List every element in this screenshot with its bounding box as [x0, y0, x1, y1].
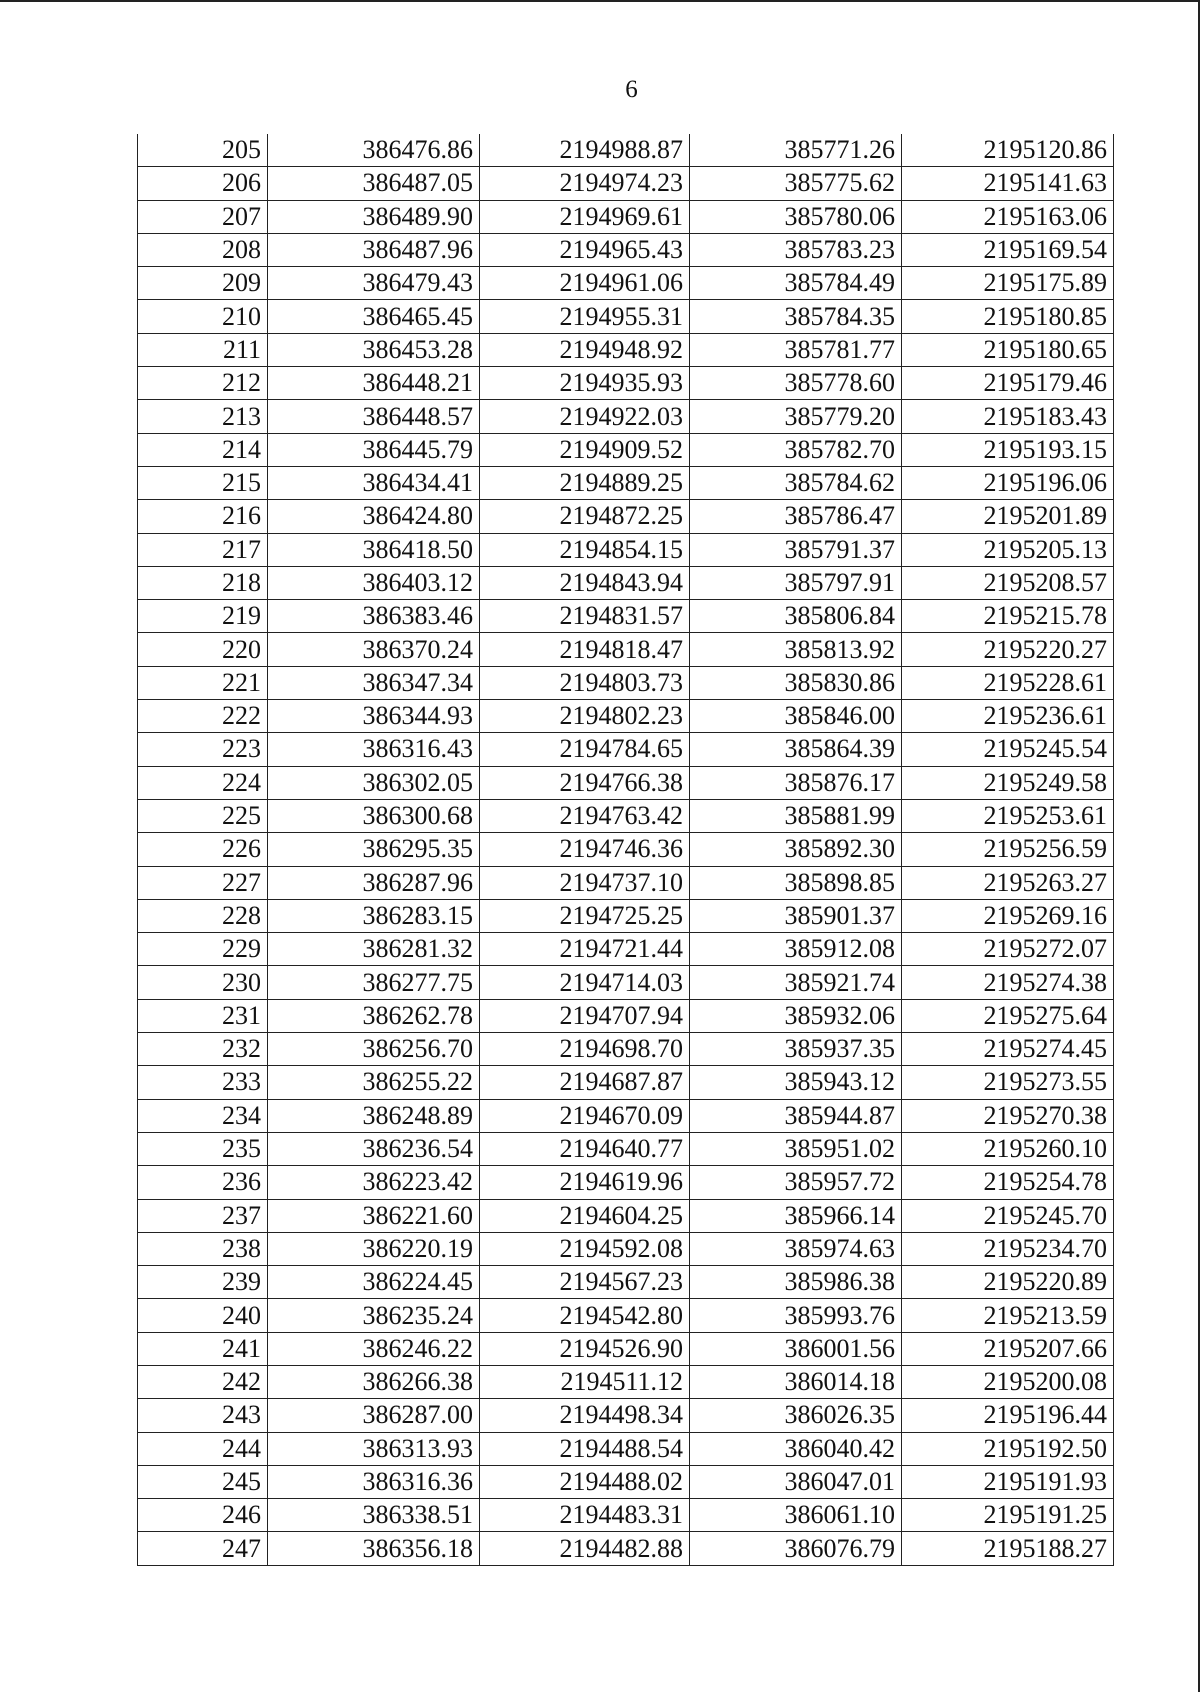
x1-cell: 386476.86 — [268, 134, 480, 167]
table-row — [138, 1199, 1114, 1232]
y2-cell: 2195274.45 — [902, 1033, 1114, 1066]
y2-cell: 2195179.46 — [902, 367, 1114, 400]
coordinates-table — [137, 134, 1114, 1566]
x1-cell: 386283.15 — [268, 899, 480, 932]
y1-cell: 2194961.06 — [480, 267, 690, 300]
x1-cell: 386248.89 — [268, 1099, 480, 1132]
y1-cell: 2194498.34 — [480, 1399, 690, 1432]
table-row — [138, 899, 1114, 932]
x1-cell: 386448.21 — [268, 367, 480, 400]
coordinates-table-body — [138, 134, 1114, 1565]
y1-cell: 2194604.25 — [480, 1199, 690, 1232]
table-row — [138, 1266, 1114, 1299]
point-number-cell: 219 — [138, 600, 268, 633]
x2-cell: 385781.77 — [690, 333, 902, 366]
table-row — [138, 1232, 1114, 1265]
table-row — [138, 1365, 1114, 1398]
x2-cell: 385892.30 — [690, 833, 902, 866]
y2-cell: 2195275.64 — [902, 999, 1114, 1032]
point-number-cell: 217 — [138, 533, 268, 566]
table-row — [138, 533, 1114, 566]
table-row — [138, 1465, 1114, 1498]
point-number-cell: 234 — [138, 1099, 268, 1132]
y2-cell: 2195245.54 — [902, 733, 1114, 766]
y2-cell: 2195269.16 — [902, 899, 1114, 932]
y1-cell: 2194737.10 — [480, 866, 690, 899]
x2-cell: 385782.70 — [690, 433, 902, 466]
point-number-cell: 223 — [138, 733, 268, 766]
x1-cell: 386383.46 — [268, 600, 480, 633]
x2-cell: 385986.38 — [690, 1266, 902, 1299]
x2-cell: 386061.10 — [690, 1499, 902, 1532]
table-row — [138, 233, 1114, 266]
table-row — [138, 466, 1114, 499]
x2-cell: 385957.72 — [690, 1166, 902, 1199]
table-row — [138, 866, 1114, 899]
x2-cell: 385778.60 — [690, 367, 902, 400]
x1-cell: 386220.19 — [268, 1232, 480, 1265]
y1-cell: 2194707.94 — [480, 999, 690, 1032]
y2-cell: 2195228.61 — [902, 666, 1114, 699]
y1-cell: 2194818.47 — [480, 633, 690, 666]
y2-cell: 2195191.25 — [902, 1499, 1114, 1532]
x2-cell: 386040.42 — [690, 1432, 902, 1465]
point-number-cell: 244 — [138, 1432, 268, 1465]
point-number-cell: 235 — [138, 1132, 268, 1165]
y1-cell: 2194763.42 — [480, 799, 690, 832]
point-number-cell: 209 — [138, 267, 268, 300]
point-number-cell: 228 — [138, 899, 268, 932]
y1-cell: 2194988.87 — [480, 134, 690, 167]
x2-cell: 385784.35 — [690, 300, 902, 333]
y2-cell: 2195183.43 — [902, 400, 1114, 433]
x2-cell: 385944.87 — [690, 1099, 902, 1132]
y1-cell: 2194714.03 — [480, 966, 690, 999]
y2-cell: 2195220.89 — [902, 1266, 1114, 1299]
x1-cell: 386370.24 — [268, 633, 480, 666]
table-row — [138, 700, 1114, 733]
table-row — [138, 1033, 1114, 1066]
y2-cell: 2195260.10 — [902, 1132, 1114, 1165]
x2-cell: 385791.37 — [690, 533, 902, 566]
page-number: 6 — [625, 76, 638, 103]
y1-cell: 2194567.23 — [480, 1266, 690, 1299]
table-row — [138, 200, 1114, 233]
x2-cell: 385783.23 — [690, 233, 902, 266]
point-number-cell: 222 — [138, 700, 268, 733]
y2-cell: 2195234.70 — [902, 1232, 1114, 1265]
y1-cell: 2194909.52 — [480, 433, 690, 466]
table-row — [138, 766, 1114, 799]
x1-cell: 386302.05 — [268, 766, 480, 799]
y2-cell: 2195254.78 — [902, 1166, 1114, 1199]
y1-cell: 2194854.15 — [480, 533, 690, 566]
point-number-cell: 220 — [138, 633, 268, 666]
table-row — [138, 799, 1114, 832]
table-row — [138, 1399, 1114, 1432]
table-row — [138, 633, 1114, 666]
y1-cell: 2194803.73 — [480, 666, 690, 699]
x2-cell: 386026.35 — [690, 1399, 902, 1432]
point-number-cell: 243 — [138, 1399, 268, 1432]
x1-cell: 386403.12 — [268, 566, 480, 599]
y2-cell: 2195236.61 — [902, 700, 1114, 733]
x2-cell: 385921.74 — [690, 966, 902, 999]
y1-cell: 2194511.12 — [480, 1365, 690, 1398]
y1-cell: 2194802.23 — [480, 700, 690, 733]
table-row — [138, 300, 1114, 333]
x2-cell: 385966.14 — [690, 1199, 902, 1232]
y2-cell: 2195213.59 — [902, 1299, 1114, 1332]
table-row — [138, 134, 1114, 167]
x1-cell: 386256.70 — [268, 1033, 480, 1066]
y2-cell: 2195245.70 — [902, 1199, 1114, 1232]
y2-cell: 2195169.54 — [902, 233, 1114, 266]
table-row — [138, 1066, 1114, 1099]
point-number-cell: 241 — [138, 1332, 268, 1365]
x2-cell: 385881.99 — [690, 799, 902, 832]
x2-cell: 386076.79 — [690, 1532, 902, 1565]
y2-cell: 2195188.27 — [902, 1532, 1114, 1565]
y1-cell: 2194872.25 — [480, 500, 690, 533]
x2-cell: 385901.37 — [690, 899, 902, 932]
x2-cell: 385876.17 — [690, 766, 902, 799]
x1-cell: 386489.90 — [268, 200, 480, 233]
y1-cell: 2194640.77 — [480, 1132, 690, 1165]
x2-cell: 385779.20 — [690, 400, 902, 433]
x1-cell: 386347.34 — [268, 666, 480, 699]
x1-cell: 386465.45 — [268, 300, 480, 333]
y2-cell: 2195205.13 — [902, 533, 1114, 566]
x1-cell: 386287.00 — [268, 1399, 480, 1432]
table-row — [138, 600, 1114, 633]
point-number-cell: 221 — [138, 666, 268, 699]
point-number-cell: 236 — [138, 1166, 268, 1199]
point-number-cell: 225 — [138, 799, 268, 832]
y1-cell: 2194948.92 — [480, 333, 690, 366]
x2-cell: 385951.02 — [690, 1132, 902, 1165]
x1-cell: 386262.78 — [268, 999, 480, 1032]
y1-cell: 2194969.61 — [480, 200, 690, 233]
y2-cell: 2195270.38 — [902, 1099, 1114, 1132]
x2-cell: 385943.12 — [690, 1066, 902, 1099]
table-row — [138, 1299, 1114, 1332]
point-number-cell: 208 — [138, 233, 268, 266]
y1-cell: 2194766.38 — [480, 766, 690, 799]
x1-cell: 386266.38 — [268, 1365, 480, 1398]
point-number-cell: 233 — [138, 1066, 268, 1099]
table-row — [138, 666, 1114, 699]
y1-cell: 2194965.43 — [480, 233, 690, 266]
table-row — [138, 1132, 1114, 1165]
x1-cell: 386448.57 — [268, 400, 480, 433]
x1-cell: 386424.80 — [268, 500, 480, 533]
x1-cell: 386453.28 — [268, 333, 480, 366]
x1-cell: 386277.75 — [268, 966, 480, 999]
table-row — [138, 1332, 1114, 1365]
x2-cell: 386014.18 — [690, 1365, 902, 1398]
y2-cell: 2195273.55 — [902, 1066, 1114, 1099]
y2-cell: 2195196.06 — [902, 466, 1114, 499]
x2-cell: 386001.56 — [690, 1332, 902, 1365]
point-number-cell: 247 — [138, 1532, 268, 1565]
y2-cell: 2195141.63 — [902, 167, 1114, 200]
x1-cell: 386221.60 — [268, 1199, 480, 1232]
x2-cell: 385813.92 — [690, 633, 902, 666]
x1-cell: 386281.32 — [268, 933, 480, 966]
x2-cell: 385846.00 — [690, 700, 902, 733]
point-number-cell: 246 — [138, 1499, 268, 1532]
y2-cell: 2195220.27 — [902, 633, 1114, 666]
x2-cell: 385771.26 — [690, 134, 902, 167]
y2-cell: 2195120.86 — [902, 134, 1114, 167]
y1-cell: 2194592.08 — [480, 1232, 690, 1265]
y2-cell: 2195196.44 — [902, 1399, 1114, 1432]
table-row — [138, 999, 1114, 1032]
point-number-cell: 226 — [138, 833, 268, 866]
x1-cell: 386313.93 — [268, 1432, 480, 1465]
point-number-cell: 206 — [138, 167, 268, 200]
y1-cell: 2194725.25 — [480, 899, 690, 932]
point-number-cell: 240 — [138, 1299, 268, 1332]
point-number-cell: 213 — [138, 400, 268, 433]
point-number-cell: 237 — [138, 1199, 268, 1232]
point-number-cell: 211 — [138, 333, 268, 366]
y1-cell: 2194687.87 — [480, 1066, 690, 1099]
point-number-cell: 230 — [138, 966, 268, 999]
x1-cell: 386246.22 — [268, 1332, 480, 1365]
point-number-cell: 215 — [138, 466, 268, 499]
point-number-cell: 210 — [138, 300, 268, 333]
table-row — [138, 566, 1114, 599]
x1-cell: 386338.51 — [268, 1499, 480, 1532]
x1-cell: 386487.96 — [268, 233, 480, 266]
point-number-cell: 224 — [138, 766, 268, 799]
table-row — [138, 733, 1114, 766]
x1-cell: 386224.45 — [268, 1266, 480, 1299]
x2-cell: 385797.91 — [690, 566, 902, 599]
y1-cell: 2194935.93 — [480, 367, 690, 400]
y2-cell: 2195207.66 — [902, 1332, 1114, 1365]
x2-cell: 385806.84 — [690, 600, 902, 633]
x2-cell: 385912.08 — [690, 933, 902, 966]
y1-cell: 2194974.23 — [480, 167, 690, 200]
y2-cell: 2195208.57 — [902, 566, 1114, 599]
table-row — [138, 1532, 1114, 1565]
point-number-cell: 214 — [138, 433, 268, 466]
y2-cell: 2195191.93 — [902, 1465, 1114, 1498]
x2-cell: 385784.62 — [690, 466, 902, 499]
table-row — [138, 400, 1114, 433]
y1-cell: 2194488.54 — [480, 1432, 690, 1465]
x2-cell: 385786.47 — [690, 500, 902, 533]
x2-cell: 385775.62 — [690, 167, 902, 200]
table-row — [138, 1499, 1114, 1532]
y1-cell: 2194843.94 — [480, 566, 690, 599]
y1-cell: 2194746.36 — [480, 833, 690, 866]
table-row — [138, 1432, 1114, 1465]
point-number-cell: 218 — [138, 566, 268, 599]
point-number-cell: 229 — [138, 933, 268, 966]
point-number-cell: 238 — [138, 1232, 268, 1265]
x1-cell: 386295.35 — [268, 833, 480, 866]
y1-cell: 2194670.09 — [480, 1099, 690, 1132]
x2-cell: 385974.63 — [690, 1232, 902, 1265]
table-row — [138, 833, 1114, 866]
x1-cell: 386479.43 — [268, 267, 480, 300]
y2-cell: 2195215.78 — [902, 600, 1114, 633]
x1-cell: 386235.24 — [268, 1299, 480, 1332]
table-row — [138, 1099, 1114, 1132]
x1-cell: 386236.54 — [268, 1132, 480, 1165]
table-row — [138, 267, 1114, 300]
y1-cell: 2194698.70 — [480, 1033, 690, 1066]
x2-cell: 385932.06 — [690, 999, 902, 1032]
point-number-cell: 239 — [138, 1266, 268, 1299]
x1-cell: 386223.42 — [268, 1166, 480, 1199]
table-row — [138, 367, 1114, 400]
y1-cell: 2194889.25 — [480, 466, 690, 499]
y2-cell: 2195263.27 — [902, 866, 1114, 899]
x2-cell: 385864.39 — [690, 733, 902, 766]
x1-cell: 386487.05 — [268, 167, 480, 200]
point-number-cell: 207 — [138, 200, 268, 233]
y2-cell: 2195200.08 — [902, 1365, 1114, 1398]
y2-cell: 2195175.89 — [902, 267, 1114, 300]
y1-cell: 2194542.80 — [480, 1299, 690, 1332]
x1-cell: 386356.18 — [268, 1532, 480, 1565]
y2-cell: 2195180.65 — [902, 333, 1114, 366]
x1-cell: 386316.36 — [268, 1465, 480, 1498]
point-number-cell: 242 — [138, 1365, 268, 1398]
y1-cell: 2194955.31 — [480, 300, 690, 333]
y1-cell: 2194526.90 — [480, 1332, 690, 1365]
point-number-cell: 216 — [138, 500, 268, 533]
page-edge-top — [0, 0, 1200, 2]
x1-cell: 386300.68 — [268, 799, 480, 832]
table-row — [138, 433, 1114, 466]
x2-cell: 385993.76 — [690, 1299, 902, 1332]
y2-cell: 2195253.61 — [902, 799, 1114, 832]
point-number-cell: 212 — [138, 367, 268, 400]
y2-cell: 2195272.07 — [902, 933, 1114, 966]
y2-cell: 2195274.38 — [902, 966, 1114, 999]
y1-cell: 2194784.65 — [480, 733, 690, 766]
table-row — [138, 933, 1114, 966]
y1-cell: 2194482.88 — [480, 1532, 690, 1565]
x2-cell: 386047.01 — [690, 1465, 902, 1498]
x1-cell: 386344.93 — [268, 700, 480, 733]
x1-cell: 386255.22 — [268, 1066, 480, 1099]
point-number-cell: 205 — [138, 134, 268, 167]
table-row — [138, 1166, 1114, 1199]
table-row — [138, 500, 1114, 533]
y2-cell: 2195180.85 — [902, 300, 1114, 333]
x2-cell: 385937.35 — [690, 1033, 902, 1066]
x1-cell: 386418.50 — [268, 533, 480, 566]
x2-cell: 385830.86 — [690, 666, 902, 699]
point-number-cell: 231 — [138, 999, 268, 1032]
x2-cell: 385784.49 — [690, 267, 902, 300]
y1-cell: 2194721.44 — [480, 933, 690, 966]
x2-cell: 385780.06 — [690, 200, 902, 233]
table-row — [138, 333, 1114, 366]
x1-cell: 386316.43 — [268, 733, 480, 766]
y2-cell: 2195201.89 — [902, 500, 1114, 533]
point-number-cell: 232 — [138, 1033, 268, 1066]
y2-cell: 2195193.15 — [902, 433, 1114, 466]
y1-cell: 2194619.96 — [480, 1166, 690, 1199]
y1-cell: 2194483.31 — [480, 1499, 690, 1532]
y1-cell: 2194831.57 — [480, 600, 690, 633]
y2-cell: 2195163.06 — [902, 200, 1114, 233]
y2-cell: 2195249.58 — [902, 766, 1114, 799]
table-row — [138, 167, 1114, 200]
y2-cell: 2195192.50 — [902, 1432, 1114, 1465]
point-number-cell: 245 — [138, 1465, 268, 1498]
y1-cell: 2194922.03 — [480, 400, 690, 433]
point-number-cell: 227 — [138, 866, 268, 899]
table-row — [138, 966, 1114, 999]
x1-cell: 386445.79 — [268, 433, 480, 466]
x2-cell: 385898.85 — [690, 866, 902, 899]
x1-cell: 386434.41 — [268, 466, 480, 499]
y2-cell: 2195256.59 — [902, 833, 1114, 866]
y1-cell: 2194488.02 — [480, 1465, 690, 1498]
x1-cell: 386287.96 — [268, 866, 480, 899]
